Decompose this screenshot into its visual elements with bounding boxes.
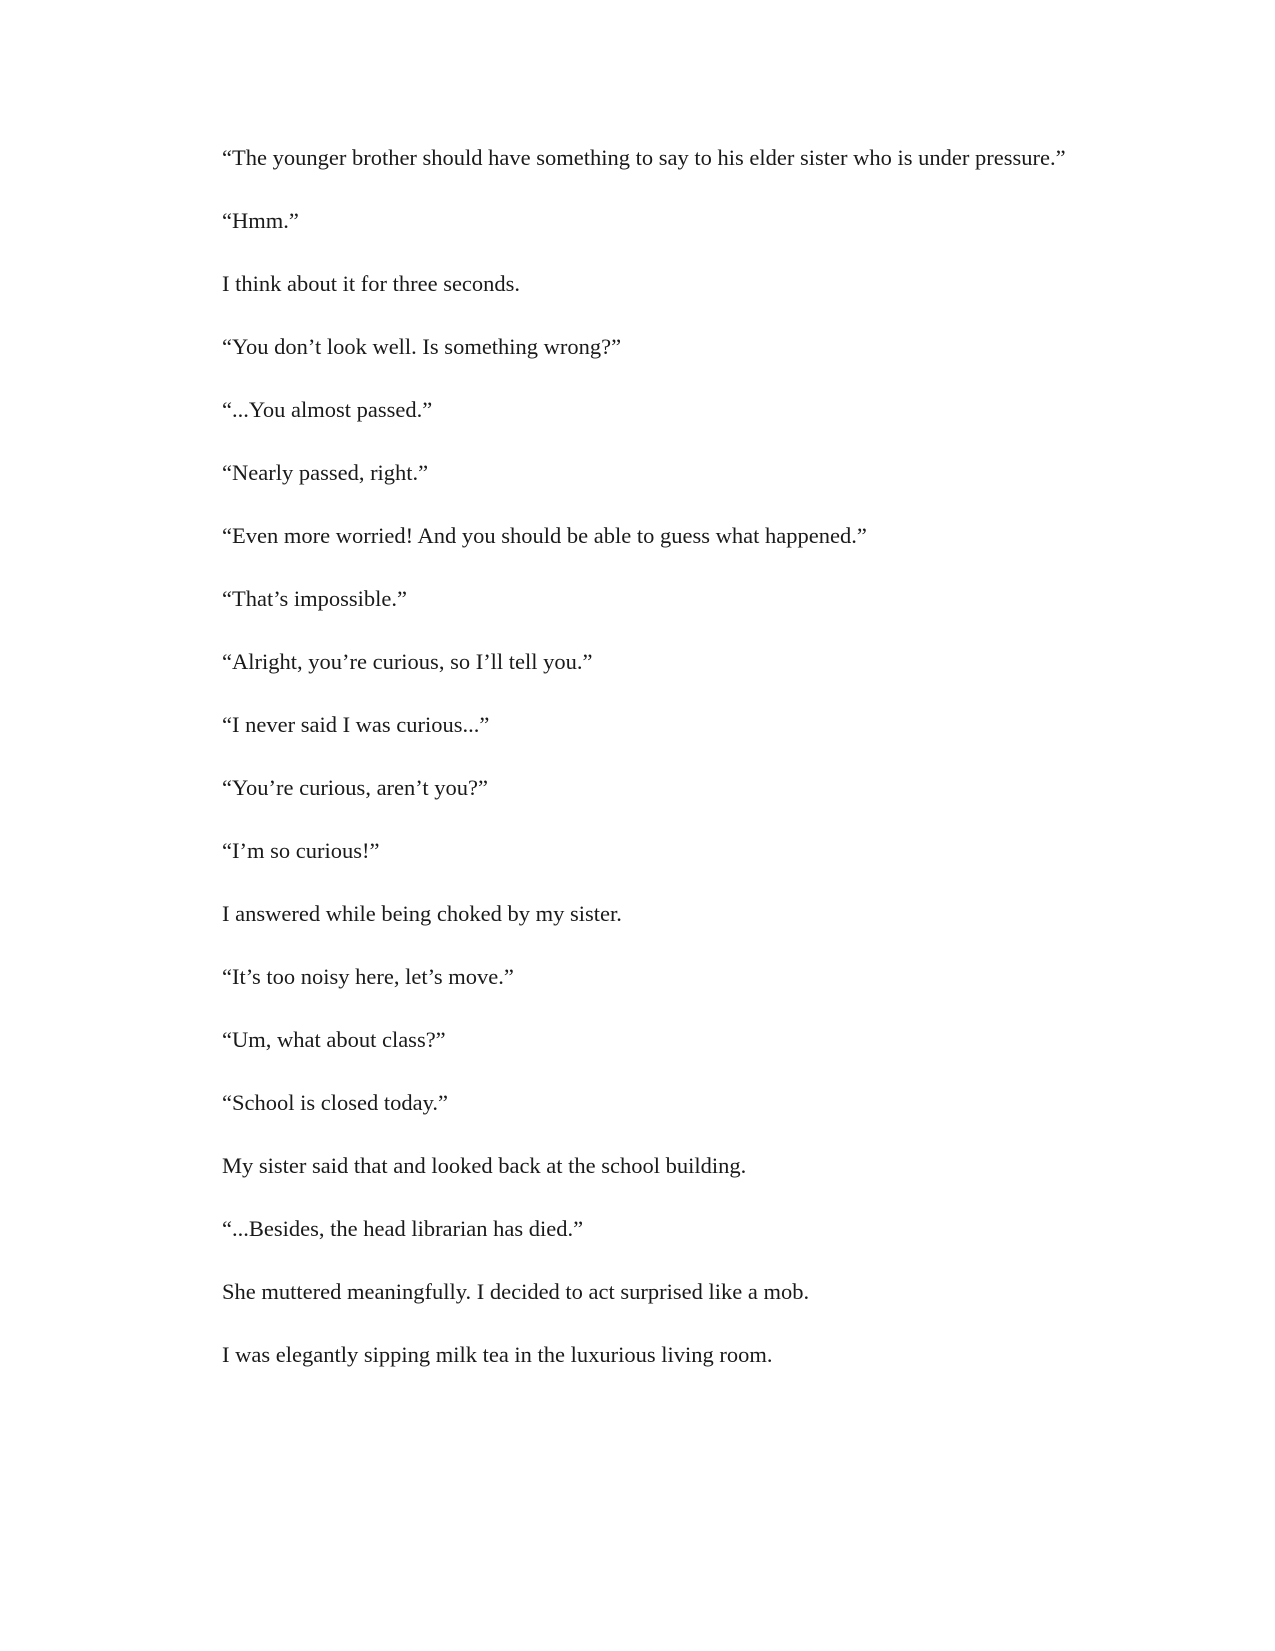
paragraph: “It’s too noisy here, let’s move.” [222,964,514,989]
paragraph: “Even more worried! And you should be able to guess what happened.” [222,523,867,548]
paragraph: “Nearly passed, right.” [222,460,429,485]
paragraph: “Hmm.” [222,208,299,233]
paragraph: “Um, what about class?” [222,1027,446,1052]
paragraph: “...Besides, the head librarian has died.” [222,1216,584,1241]
paragraph: “The younger brother should have something to say to his elder sister who is under pressure.” [222,145,1066,170]
paragraph: I was elegantly sipping milk tea in the luxurious living room. [222,1342,773,1367]
paragraph: “I never said I was curious...” [222,712,490,737]
paragraph: She muttered meaningfully. I decided to act surprised like a mob. [222,1279,810,1304]
paragraph: “You’re curious, aren’t you?” [222,775,488,800]
paragraph: “School is closed today.” [222,1090,448,1115]
paragraph: “That’s impossible.” [222,586,407,611]
paragraph: “You don’t look well. Is something wrong?” [222,334,622,359]
paragraph: “...You almost passed.” [222,397,433,422]
paragraph: I answered while being choked by my sister. [222,901,622,926]
paragraph: “Alright, you’re curious, so I’ll tell you.” [222,649,593,674]
body-text [148,142,1068,1402]
paragraph: “I’m so curious!” [222,838,380,863]
paragraph: My sister said that and looked back at the school building. [222,1153,747,1178]
paragraph: I think about it for three seconds. [222,271,521,296]
